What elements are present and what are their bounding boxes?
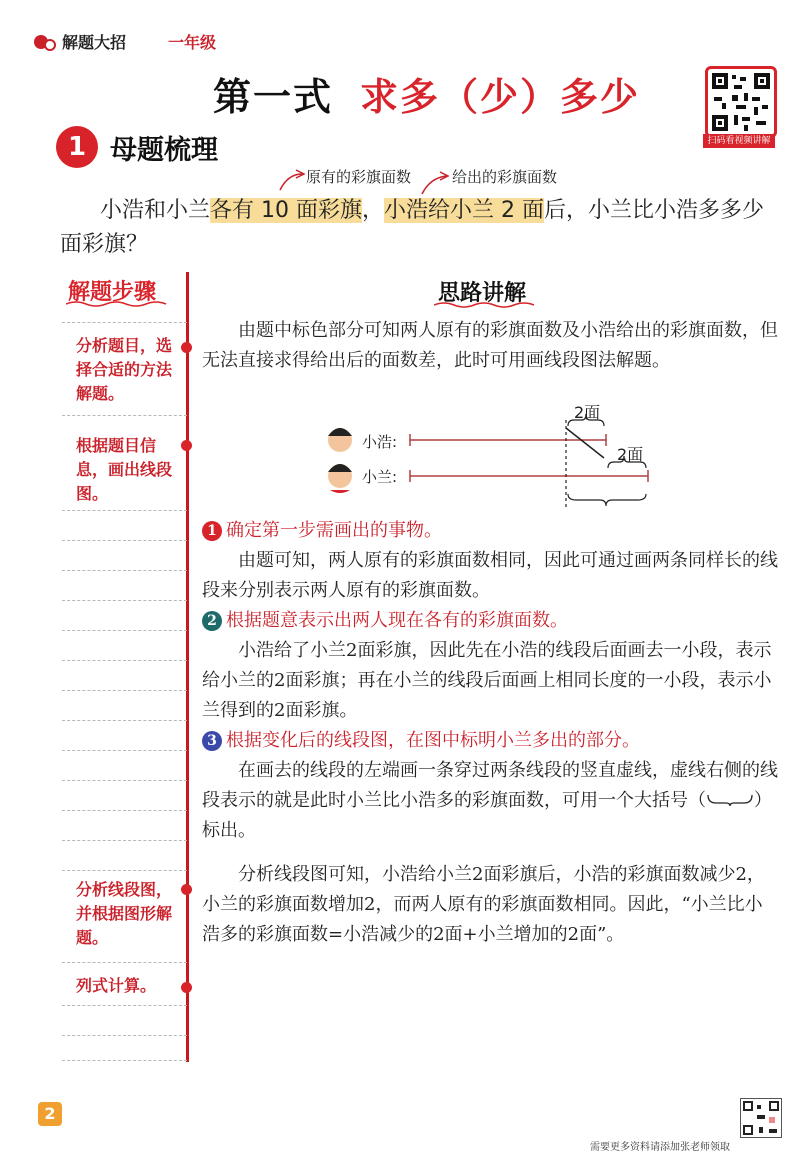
rule-line	[62, 1005, 187, 1006]
rule-line	[62, 750, 187, 751]
qr-pattern-icon	[708, 69, 774, 135]
rule-line	[62, 540, 187, 541]
diagram-label-given: 2面	[574, 403, 601, 422]
steps-heading: 解题步骤	[68, 280, 157, 305]
problem-part-b: ，	[362, 198, 385, 223]
rule-line	[62, 510, 187, 511]
step2-number-badge: 2	[202, 611, 222, 631]
explain-heading: 思路讲解	[438, 281, 527, 306]
step3-body	[202, 756, 778, 846]
explain-intro: 由题中标色部分可知两人原有的彩旗面数及小浩给出的彩旗面数，但无法直接求得给出后的面数差，此时可用画线段图法解题。	[202, 320, 778, 371]
rule-line	[62, 570, 187, 571]
rule-line	[62, 660, 187, 661]
lesson-label: 第一式	[213, 75, 334, 119]
lesson-topic: 求多（少）多少	[360, 75, 641, 119]
footer-qr-pattern-icon	[741, 1099, 781, 1137]
qr-caption: 扫码看视频讲解	[703, 134, 775, 148]
grade-label: 一年级	[168, 33, 217, 52]
step2-title-row	[202, 606, 778, 636]
diagram-name-xiaolan: 小兰:	[362, 468, 398, 486]
step3-title: 根据变化后的线段图，在图中标明小兰多出的部分。	[226, 730, 640, 751]
step3-title-row	[202, 726, 778, 756]
rule-line	[62, 962, 187, 963]
problem-highlight-original: 各有 10 面彩旗	[210, 198, 362, 223]
rule-line	[62, 1035, 187, 1036]
step1-number-badge: 1	[202, 521, 222, 541]
rule-line	[62, 1060, 187, 1061]
problem-part-a: 小浩和小兰	[100, 198, 211, 223]
rule-line	[62, 720, 187, 721]
problem-highlight-given: 小浩给小兰 2 面	[384, 198, 544, 223]
rule-line	[62, 630, 187, 631]
step3-body-part-b: ）标出。	[202, 790, 772, 841]
diagram-label-received: 2面	[617, 445, 644, 464]
rule-line	[62, 780, 187, 781]
header-ring-icon	[44, 39, 56, 51]
rule-line	[62, 322, 187, 323]
footer-note: 需要更多资料请添加张老师领取	[590, 1142, 730, 1153]
step-solve: 分析线段图，并根据图形解题。	[76, 880, 173, 947]
step2-body: 小浩给了小兰2面彩旗，因此先在小浩的线段后面画去一小段，表示给小兰的2面彩旗；再在小兰的线段后面画上相同长度的一小段，表示小兰得到的2面彩旗。	[202, 640, 772, 721]
rule-line	[62, 415, 187, 416]
step-marker-icon	[181, 982, 192, 993]
rule-line	[62, 840, 187, 841]
problem-text	[60, 194, 780, 262]
qr-code-icon[interactable]	[705, 66, 777, 138]
step-analyze: 分析题目，选择合适的方法解题。	[76, 336, 173, 403]
step1-title-row	[202, 516, 778, 546]
step-draw-diagram: 根据题目信息，画出线段图。	[76, 436, 173, 503]
rule-line	[62, 690, 187, 691]
page-number: 2	[38, 1102, 62, 1126]
steps-heading-underline-icon	[66, 300, 176, 308]
rule-line	[62, 870, 187, 871]
explain-heading-underline-icon	[434, 301, 544, 309]
step-marker-icon	[181, 342, 192, 353]
brace-icon	[706, 793, 754, 807]
annotation-original-flags: 原有的彩旗面数	[306, 168, 412, 186]
problem-part-c: 后，小兰比小浩多多少面彩旗？	[60, 198, 765, 257]
steps-divider	[186, 272, 189, 1062]
footer-qr-code-icon[interactable]	[740, 1098, 782, 1138]
step1-body: 由题可知，两人原有的彩旗面数相同，因此可通过画两条同样长的线段来分别表示两人原有的彩旗面数。	[202, 550, 778, 601]
step3-body-part-a: 在画去的线段的左端画一条穿过两条线段的竖直虚线，虚线右侧的线段表示的就是此时小兰比小浩多的彩旗面数，可用一个大括号（	[202, 760, 778, 811]
diagram-name-xiaohao: 小浩:	[362, 433, 398, 451]
rule-line	[62, 600, 187, 601]
step-marker-icon	[181, 440, 192, 451]
step-calculate: 列式计算。	[76, 976, 157, 995]
annotation-given-flags: 给出的彩旗面数	[452, 168, 558, 186]
step1-title: 确定第一步需画出的事物。	[226, 520, 442, 541]
step2-title: 根据题意表示出两人现在各有的彩旗面数。	[226, 610, 568, 631]
section-title: 母题梳理	[110, 135, 218, 166]
conclusion-text: 分析线段图可知，小浩给小兰2面彩旗后，小浩的彩旗面数减少2，小兰的彩旗面数增加2，而两人原有的彩旗面数相同。因此，“小兰比小浩多的彩旗面数=小浩减少的2面+小兰增加的2面”。	[202, 864, 765, 945]
step-marker-icon	[181, 884, 192, 895]
step3-number-badge: 3	[202, 731, 222, 751]
rule-line	[62, 810, 187, 811]
section-number-badge: 1	[56, 126, 98, 168]
series-name: 解题大招	[62, 33, 127, 52]
